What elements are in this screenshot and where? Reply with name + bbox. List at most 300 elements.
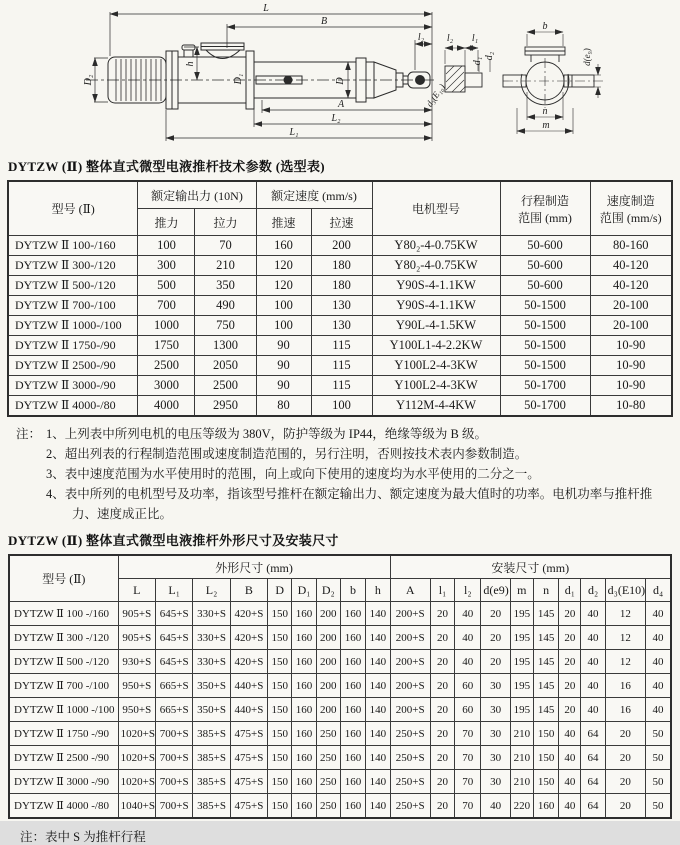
value-cell: 200: [316, 650, 340, 674]
value-cell: Y100L2-4-3KW: [372, 356, 500, 376]
col-header: d₃(E10): [605, 579, 645, 602]
value-cell: 160: [256, 236, 311, 256]
value-cell: 40: [646, 698, 671, 722]
value-cell: 20: [430, 650, 454, 674]
value-cell: 60: [455, 674, 481, 698]
value-cell: 50-1700: [500, 376, 590, 396]
value-cell: 220: [510, 794, 533, 819]
value-cell: 350+S: [193, 674, 230, 698]
value-cell: 20: [559, 650, 581, 674]
value-cell: 330+S: [193, 650, 230, 674]
value-cell: 90: [256, 376, 311, 396]
value-cell: 3000: [138, 376, 195, 396]
value-cell: 210: [195, 256, 256, 276]
value-cell: 40: [559, 746, 581, 770]
col-header: d₄: [646, 579, 671, 602]
value-cell: 20: [430, 746, 454, 770]
value-cell: 905+S: [118, 602, 155, 626]
dimensions-table-body: [9, 602, 671, 819]
spec-table-body: [8, 236, 672, 417]
value-cell: 750: [195, 316, 256, 336]
value-cell: 2050: [195, 356, 256, 376]
value-cell: 40: [559, 722, 581, 746]
note-item: 4、表中所列的电机型号及功率，指该型号推杆在额定输出力、额定速度为最大值时的功率。电机功率与推杆推力、速度成正比。: [46, 487, 653, 521]
value-cell: 700+S: [156, 746, 193, 770]
value-cell: 70: [455, 746, 481, 770]
value-cell: 64: [581, 722, 605, 746]
col-header-stroke-range: [500, 181, 590, 236]
value-cell: 665+S: [156, 698, 193, 722]
value-cell: 10-80: [590, 396, 672, 417]
value-cell: 20: [605, 770, 645, 794]
speed-range-line2: 范围 (mm/s): [599, 210, 662, 225]
dim-label-h: h: [185, 61, 196, 67]
value-cell: 475+S: [230, 746, 267, 770]
value-cell: 50: [646, 746, 671, 770]
value-cell: 20: [481, 650, 510, 674]
value-cell: 475+S: [230, 794, 267, 819]
value-cell: 40: [481, 794, 510, 819]
col-header-push-force: 推力: [138, 209, 195, 236]
value-cell: 20: [430, 674, 454, 698]
col-header-push-speed: 推速: [256, 209, 311, 236]
value-cell: 385+S: [193, 770, 230, 794]
value-cell: 20: [481, 602, 510, 626]
value-cell: 200+S: [390, 626, 430, 650]
table-row: [9, 650, 671, 674]
value-cell: 1750: [138, 336, 195, 356]
value-cell: 50-1500: [500, 296, 590, 316]
value-cell: 475+S: [230, 770, 267, 794]
value-cell: 30: [481, 722, 510, 746]
value-cell: 200+S: [390, 674, 430, 698]
value-cell: 195: [510, 698, 533, 722]
value-cell: 100: [311, 396, 372, 417]
value-cell: 40: [581, 698, 605, 722]
value-cell: 1300: [195, 336, 256, 356]
value-cell: 20-100: [590, 316, 672, 336]
value-cell: 250: [316, 722, 340, 746]
value-cell: 420+S: [230, 602, 267, 626]
value-cell: 50-1500: [500, 316, 590, 336]
value-cell: 2500: [195, 376, 256, 396]
value-cell: 20: [559, 674, 581, 698]
value-cell: 50-600: [500, 256, 590, 276]
value-cell: 40: [455, 626, 481, 650]
value-cell: 1040+S: [118, 794, 155, 819]
section2-footnote: 注：表中 S 为推杆行程: [20, 830, 146, 844]
col-header-motor: 电机型号: [372, 181, 500, 236]
table-row: [8, 256, 672, 276]
value-cell: 160: [292, 698, 316, 722]
value-cell: 30: [481, 746, 510, 770]
value-cell: 140: [366, 626, 390, 650]
value-cell: 140: [366, 650, 390, 674]
value-cell: 350: [195, 276, 256, 296]
table-row: [8, 396, 672, 417]
value-cell: 200: [316, 626, 340, 650]
col-header: D₁: [292, 579, 316, 602]
model-cell: DYTZW Ⅱ 500-/120: [8, 276, 138, 296]
value-cell: 440+S: [230, 674, 267, 698]
value-cell: 40: [646, 650, 671, 674]
table-row: [8, 296, 672, 316]
value-cell: 665+S: [156, 674, 193, 698]
dim-label-m: m: [542, 120, 550, 131]
value-cell: 160: [340, 602, 365, 626]
dim-label-B: B: [320, 16, 328, 27]
model-cell: DYTZW Ⅱ 3000 -/90: [9, 770, 118, 794]
col-header: d₁: [559, 579, 581, 602]
value-cell: 140: [366, 602, 390, 626]
col-header: L₁: [156, 579, 193, 602]
col-header: l₁: [430, 579, 454, 602]
model-cell: DYTZW Ⅱ 300-/120: [8, 256, 138, 276]
value-cell: 40-120: [590, 276, 672, 296]
table-row: [9, 626, 671, 650]
value-cell: 160: [340, 626, 365, 650]
dim-label-de9: d(e₉): [582, 48, 592, 66]
dim-label-D1: D₁: [233, 73, 244, 85]
stroke-range-line2: 范围 (mm): [518, 210, 572, 225]
value-cell: Y112M-4-4KW: [372, 396, 500, 417]
value-cell: 210: [510, 722, 533, 746]
col-header: l₂: [455, 579, 481, 602]
value-cell: 300: [138, 256, 195, 276]
value-cell: 30: [481, 698, 510, 722]
value-cell: Y90S-4-1.1KW: [372, 296, 500, 316]
table-row: [8, 276, 672, 296]
table-row: [9, 698, 671, 722]
col-header: d(e9): [481, 579, 510, 602]
model-cell: DYTZW Ⅱ 2500 -/90: [9, 746, 118, 770]
value-cell: 145: [533, 602, 558, 626]
value-cell: 160: [292, 602, 316, 626]
value-cell: 60: [455, 698, 481, 722]
note-item: 2、超出列表的行程制造范围或速度制造范围的，另行注明，否则按技术表内参数制造。: [46, 447, 528, 461]
value-cell: 140: [366, 746, 390, 770]
notes-list: [46, 424, 656, 524]
value-cell: Y80₂-4-0.75KW: [372, 236, 500, 256]
value-cell: 20-100: [590, 296, 672, 316]
note-item: 3、表中速度范围为水平使用时的范围，向上或向下使用的速度均为水平使用的二分之一。: [46, 467, 540, 481]
value-cell: 145: [533, 650, 558, 674]
col-header: A: [390, 579, 430, 602]
value-cell: 40-120: [590, 256, 672, 276]
value-cell: 80: [256, 396, 311, 417]
value-cell: Y90L-4-1.5KW: [372, 316, 500, 336]
value-cell: 700+S: [156, 770, 193, 794]
value-cell: 40: [646, 626, 671, 650]
actuator-outline: [86, 43, 434, 109]
value-cell: 330+S: [193, 626, 230, 650]
value-cell: 200: [316, 698, 340, 722]
section2-title: DYTZW (Ⅱ) 整体直式微型电液推杆外形尺寸及安装尺寸: [8, 533, 339, 548]
value-cell: 40: [559, 794, 581, 819]
value-cell: 70: [455, 722, 481, 746]
value-cell: 950+S: [118, 674, 155, 698]
value-cell: 40: [455, 602, 481, 626]
model-cell: DYTZW Ⅱ 4000-/80: [8, 396, 138, 417]
value-cell: 150: [268, 698, 292, 722]
value-cell: 700+S: [156, 722, 193, 746]
table-row: [9, 770, 671, 794]
value-cell: 115: [311, 356, 372, 376]
col-header: B: [230, 579, 267, 602]
col-header-model: 型号 (Ⅱ): [8, 181, 138, 236]
value-cell: 200: [316, 674, 340, 698]
col-header: D: [268, 579, 292, 602]
value-cell: 20: [430, 722, 454, 746]
value-cell: 200: [316, 602, 340, 626]
value-cell: 80-160: [590, 236, 672, 256]
value-cell: 160: [340, 650, 365, 674]
col-header: n: [533, 579, 558, 602]
notes-section: [16, 424, 680, 524]
model-cell: DYTZW Ⅱ 1000-/100: [8, 316, 138, 336]
technical-drawing: [0, 0, 680, 152]
value-cell: 950+S: [118, 698, 155, 722]
value-cell: 50-600: [500, 276, 590, 296]
value-cell: 20: [605, 722, 645, 746]
value-cell: 64: [581, 746, 605, 770]
col-header: d₂: [581, 579, 605, 602]
value-cell: 200+S: [390, 602, 430, 626]
value-cell: 20: [559, 698, 581, 722]
value-cell: 100: [138, 236, 195, 256]
value-cell: 50: [646, 770, 671, 794]
col-header: h: [366, 579, 390, 602]
table-row: [9, 794, 671, 819]
dim-label-d1: d₁: [472, 56, 483, 66]
value-cell: 130: [311, 316, 372, 336]
clamp-end-view: [503, 32, 604, 134]
value-cell: 160: [533, 794, 558, 819]
value-cell: 160: [292, 746, 316, 770]
value-cell: 250+S: [390, 746, 430, 770]
value-cell: 2950: [195, 396, 256, 417]
value-cell: 10-90: [590, 336, 672, 356]
value-cell: 140: [366, 674, 390, 698]
value-cell: 10-90: [590, 376, 672, 396]
value-cell: 440+S: [230, 698, 267, 722]
value-cell: 250+S: [390, 722, 430, 746]
value-cell: 4000: [138, 396, 195, 417]
dim-label-L2: L₂: [331, 113, 341, 124]
value-cell: 12: [605, 602, 645, 626]
stroke-range-line1: 行程制造: [521, 193, 570, 208]
value-cell: 160: [340, 722, 365, 746]
value-cell: 160: [292, 650, 316, 674]
table-row: [9, 746, 671, 770]
table-row: [8, 336, 672, 356]
value-cell: 145: [533, 626, 558, 650]
value-cell: 40: [581, 602, 605, 626]
value-cell: Y90S-4-1.1KW: [372, 276, 500, 296]
value-cell: 20: [430, 602, 454, 626]
spec-table: [7, 180, 673, 417]
value-cell: 140: [366, 722, 390, 746]
value-cell: 40: [559, 770, 581, 794]
dim-label-d2: d₂: [484, 51, 495, 61]
value-cell: 40: [581, 626, 605, 650]
value-cell: 12: [605, 626, 645, 650]
value-cell: 160: [292, 626, 316, 650]
value-cell: 90: [256, 356, 311, 376]
dim-label-d3: d₃(E₁₀): [424, 82, 447, 109]
value-cell: 195: [510, 674, 533, 698]
value-cell: 195: [510, 626, 533, 650]
col-header-model2: 型号 (Ⅱ): [9, 555, 118, 602]
value-cell: 12: [605, 650, 645, 674]
dim-label-L1: L₁: [289, 127, 299, 138]
value-cell: 40: [646, 674, 671, 698]
value-cell: 20: [430, 698, 454, 722]
value-cell: 160: [340, 794, 365, 819]
value-cell: 200: [311, 236, 372, 256]
value-cell: 30: [481, 770, 510, 794]
value-cell: 145: [533, 698, 558, 722]
model-cell: DYTZW Ⅱ 1750-/90: [8, 336, 138, 356]
value-cell: 150: [268, 650, 292, 674]
value-cell: 50-600: [500, 236, 590, 256]
value-cell: 150: [268, 722, 292, 746]
value-cell: 10-90: [590, 356, 672, 376]
value-cell: Y100L1-4-2.2KW: [372, 336, 500, 356]
model-cell: DYTZW Ⅱ 700 -/100: [9, 674, 118, 698]
value-cell: 210: [510, 746, 533, 770]
value-cell: 20: [559, 626, 581, 650]
value-cell: 160: [292, 674, 316, 698]
dim-label-l1-detail: l₁: [471, 33, 479, 44]
value-cell: 385+S: [193, 746, 230, 770]
value-cell: 180: [311, 256, 372, 276]
model-cell: DYTZW Ⅱ 1750 -/90: [9, 722, 118, 746]
value-cell: Y80₂-4-0.75KW: [372, 256, 500, 276]
value-cell: 420+S: [230, 626, 267, 650]
col-header-pull-speed: 拉速: [311, 209, 372, 236]
value-cell: 140: [366, 794, 390, 819]
model-cell: DYTZW Ⅱ 300 -/120: [9, 626, 118, 650]
value-cell: 160: [292, 722, 316, 746]
value-cell: 150: [268, 770, 292, 794]
value-cell: 385+S: [193, 722, 230, 746]
col-header: L₂: [193, 579, 230, 602]
value-cell: 150: [268, 746, 292, 770]
note-item: 1、上列表中所列电机的电压等级为 380V，防护等级为 IP44，绝缘等级为 B 级。: [46, 427, 487, 441]
value-cell: 20: [481, 626, 510, 650]
value-cell: 100: [256, 316, 311, 336]
model-cell: DYTZW Ⅱ 500 -/120: [9, 650, 118, 674]
value-cell: 645+S: [156, 602, 193, 626]
value-cell: 420+S: [230, 650, 267, 674]
value-cell: 70: [455, 770, 481, 794]
value-cell: 16: [605, 674, 645, 698]
value-cell: 160: [340, 698, 365, 722]
value-cell: 64: [581, 770, 605, 794]
dim-label-n: n: [542, 106, 548, 117]
value-cell: 160: [292, 770, 316, 794]
col-header-outline-group: 外形尺寸 (mm): [118, 555, 390, 579]
col-header-install-group: 安装尺寸 (mm): [390, 555, 671, 579]
value-cell: 30: [481, 674, 510, 698]
table-row: [8, 356, 672, 376]
value-cell: 195: [510, 602, 533, 626]
value-cell: 20: [430, 770, 454, 794]
speed-range-line1: 速度制造: [606, 193, 655, 208]
dim-label-D: D: [335, 77, 346, 85]
value-cell: 115: [311, 376, 372, 396]
value-cell: 475+S: [230, 722, 267, 746]
value-cell: 50-1500: [500, 356, 590, 376]
value-cell: 140: [366, 770, 390, 794]
model-cell: DYTZW Ⅱ 100-/160: [8, 236, 138, 256]
value-cell: 150: [533, 746, 558, 770]
value-cell: 500: [138, 276, 195, 296]
value-cell: 20: [605, 794, 645, 819]
dim-label-D2: D₂: [83, 74, 94, 86]
value-cell: 1020+S: [118, 722, 155, 746]
dim-label-L: L: [263, 3, 269, 14]
value-cell: 2500: [138, 356, 195, 376]
value-cell: 350+S: [193, 698, 230, 722]
value-cell: 905+S: [118, 626, 155, 650]
value-cell: 50: [646, 722, 671, 746]
col-header-rated-force: 额定输出力 (10N): [138, 181, 256, 209]
col-header-speed-range: [590, 181, 672, 236]
value-cell: 150: [268, 674, 292, 698]
value-cell: 160: [340, 674, 365, 698]
value-cell: 16: [605, 698, 645, 722]
dim-label-l2-top: l₂: [417, 32, 425, 43]
dim-label-A: A: [337, 99, 345, 110]
value-cell: 645+S: [156, 626, 193, 650]
value-cell: 1020+S: [118, 770, 155, 794]
spec-table-head: [8, 181, 672, 236]
value-cell: 150: [533, 770, 558, 794]
value-cell: 150: [268, 602, 292, 626]
value-cell: 50-1700: [500, 396, 590, 417]
notes-label: 注：: [16, 427, 42, 441]
table-row: [8, 376, 672, 396]
value-cell: 40: [581, 674, 605, 698]
section1-title: DYTZW (Ⅱ) 整体直式微型电液推杆技术参数 (选型表): [8, 159, 325, 174]
value-cell: 250+S: [390, 794, 430, 819]
value-cell: 50-1500: [500, 336, 590, 356]
value-cell: Y100L2-4-3KW: [372, 376, 500, 396]
value-cell: 250: [316, 770, 340, 794]
value-cell: 20: [430, 794, 454, 819]
value-cell: 210: [510, 770, 533, 794]
value-cell: 145: [533, 674, 558, 698]
value-cell: 200+S: [390, 698, 430, 722]
value-cell: 645+S: [156, 650, 193, 674]
value-cell: 70: [455, 794, 481, 819]
value-cell: 200+S: [390, 650, 430, 674]
value-cell: 140: [366, 698, 390, 722]
dim-label-l2-detail: l₂: [446, 33, 454, 44]
value-cell: 120: [256, 256, 311, 276]
dimensions-table: [8, 554, 672, 819]
value-cell: 115: [311, 336, 372, 356]
dimensions-table-head: [9, 555, 671, 602]
value-cell: 250: [316, 794, 340, 819]
col-header: m: [510, 579, 533, 602]
value-cell: 180: [311, 276, 372, 296]
value-cell: 160: [292, 794, 316, 819]
value-cell: 20: [430, 626, 454, 650]
value-cell: 490: [195, 296, 256, 316]
